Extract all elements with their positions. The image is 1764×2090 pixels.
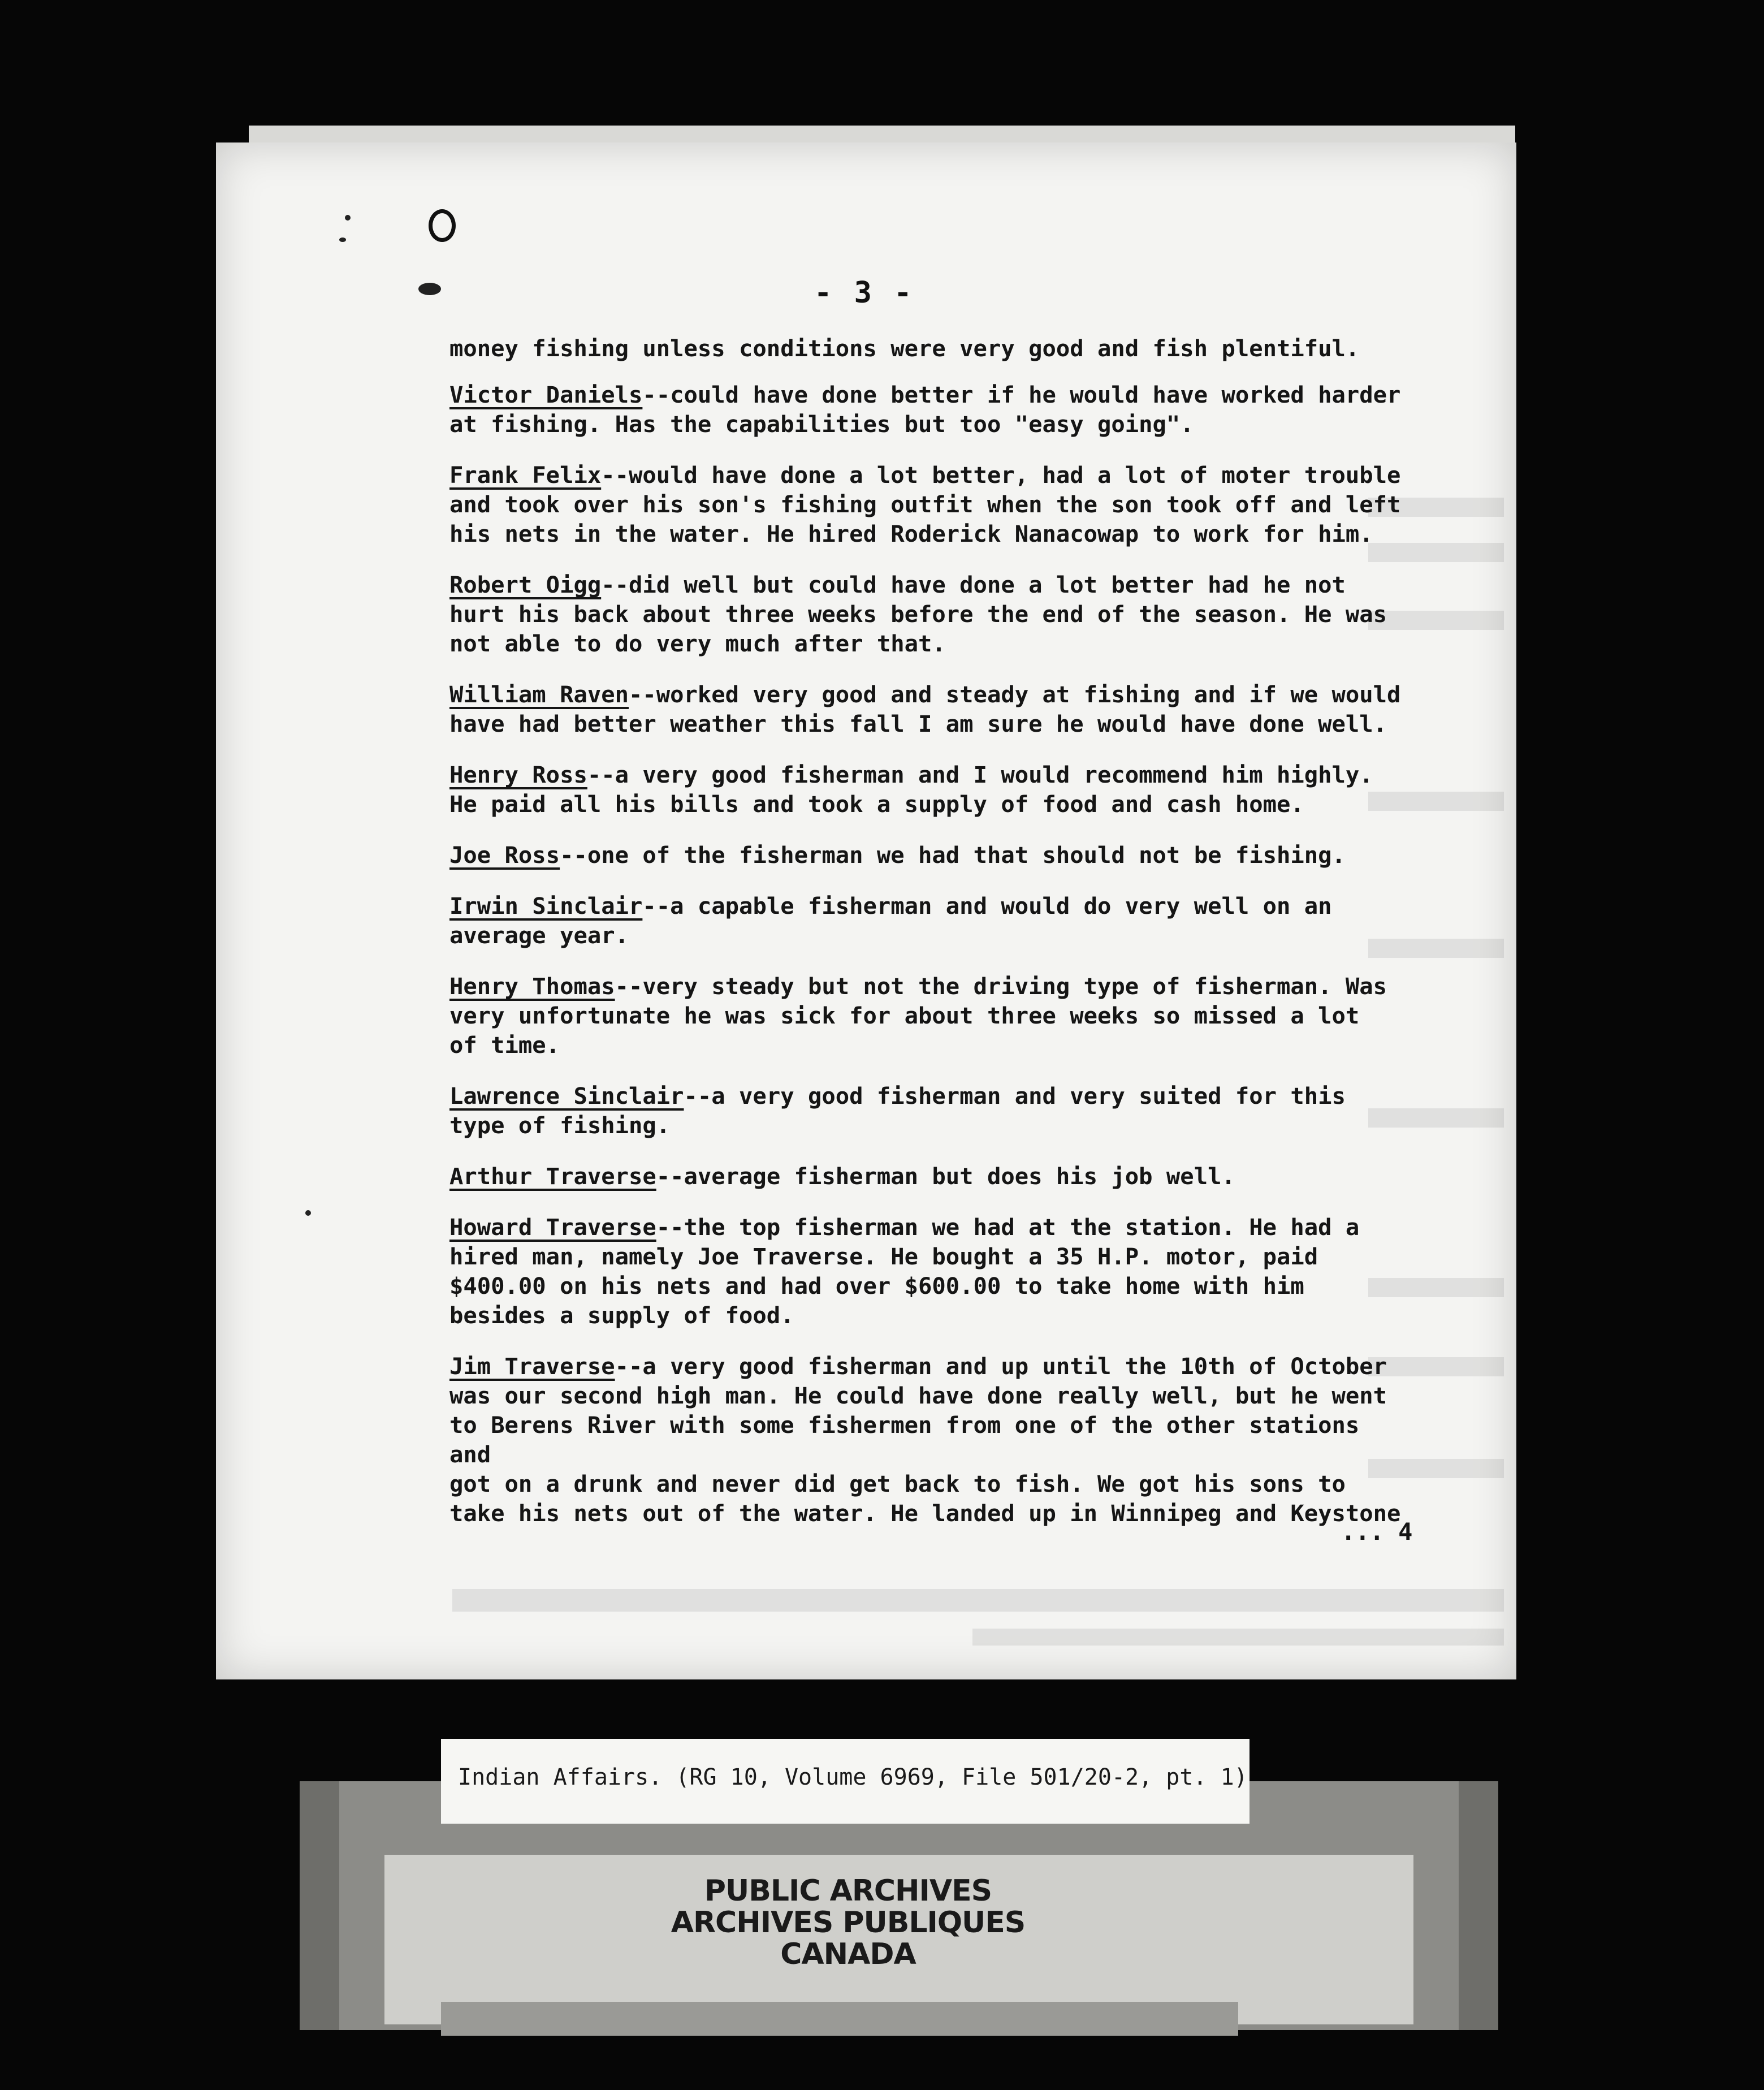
opening-line: money fishing unless conditions were very good and fish plentiful. xyxy=(449,335,1360,362)
fisherman-remark: --the top fisherman we had at the station. He had a hired man, namely Joe Traverse. He bought a 35 H.P. motor, paid $400.00 on his nets and had over $600.00 to take home with him besides a supply of food. xyxy=(449,1214,1360,1329)
fisherman-entry xyxy=(449,971,1411,1060)
fisherman-name: Jim Traverse xyxy=(449,1353,615,1380)
fisherman-name: William Raven xyxy=(449,681,629,708)
fisherman-name: Robert Oigg xyxy=(449,571,602,598)
fisherman-name: Arthur Traverse xyxy=(449,1163,656,1190)
dust-speck xyxy=(345,215,351,221)
fisherman-name: Lawrence Sinclair xyxy=(449,1082,684,1109)
continued-page-marker: ... 4 xyxy=(1341,1518,1413,1545)
fisherman-entry xyxy=(449,760,1411,819)
fisherman-entry xyxy=(449,1351,1411,1528)
fisherman-name: Henry Thomas xyxy=(449,973,615,1000)
fisherman-name: Victor Daniels xyxy=(449,381,643,408)
fisherman-entry xyxy=(449,680,1411,739)
dust-speck xyxy=(339,238,346,242)
archive-reference: Indian Affairs. (RG 10, Volume 6969, File 501/20-2, pt. 1) xyxy=(458,1764,1248,1790)
fisherman-remark: --worked very good and steady at fishing and if we would have had better weather this fall I am sure he would have done well. xyxy=(449,681,1401,737)
film-strip xyxy=(441,2002,1238,2036)
fisherman-entry xyxy=(449,570,1411,658)
bleed-through-mark xyxy=(972,1629,1504,1646)
fisherman-remark: --would have done a lot better, had a lot of moter trouble and took over his son's fishing outfit when the son took off and left his nets in the water. He hired Roderick Nanacowap to work for him. xyxy=(449,461,1401,547)
fisherman-entry xyxy=(449,1081,1411,1140)
stamp-line-french: ARCHIVES PUBLIQUES xyxy=(671,1906,1026,1940)
fisherman-entry xyxy=(449,891,1411,950)
fisherman-remark: --average fisherman but does his job well. xyxy=(656,1163,1235,1190)
punch-hole xyxy=(429,209,456,242)
fisherman-name: Irwin Sinclair xyxy=(449,892,643,919)
dust-speck xyxy=(305,1210,311,1216)
fisherman-remark: --a very good fisherman and very suited for this type of fishing. xyxy=(449,1082,1346,1139)
fisherman-entry xyxy=(449,1212,1411,1330)
fisherman-remark: --very steady but not the driving type of fisherman. Was very unfortunate he was sick for about three weeks so missed a lot of time. xyxy=(449,973,1387,1059)
fisherman-entry xyxy=(449,460,1411,549)
fisherman-name: Frank Felix xyxy=(449,461,602,489)
fisherman-remark: --a very good fisherman and I would recommend him highly. He paid all his bills and took a supply of food and cash home. xyxy=(449,761,1373,818)
dust-speck xyxy=(418,283,441,295)
fisherman-entry xyxy=(449,840,1411,870)
fisherman-name: Henry Ross xyxy=(449,761,587,788)
fisherman-entry xyxy=(449,380,1411,439)
stamp-line-english: PUBLIC ARCHIVES xyxy=(704,1874,992,1908)
bleed-through-mark xyxy=(452,1589,1504,1612)
page-number: - 3 - xyxy=(814,276,914,310)
frame-edge xyxy=(300,1781,339,2030)
fisherman-entry xyxy=(449,1161,1411,1191)
fisherman-remark: --a very good fisherman and up until the 10th of October was our second high man. He could have done really well, but he went to Berens River with some fishermen from one of the other stations and got on a drunk and never did get back to fish. We got his sons to take his nets out of the water. He landed up in Winnipeg and Keystone xyxy=(449,1353,1401,1527)
fisherman-remark: --one of the fisherman we had that should not be fishing. xyxy=(560,841,1346,869)
fisherman-name: Joe Ross xyxy=(449,841,560,869)
fisherman-remark: --could have done better if he would have worked harder at fishing. Has the capabilities but too "easy going". xyxy=(449,381,1401,438)
document-body xyxy=(449,334,1411,1549)
fisherman-remark: --a capable fisherman and would do very well on an average year. xyxy=(449,892,1332,949)
fisherman-name: Howard Traverse xyxy=(449,1214,656,1241)
archive-reference-label xyxy=(441,1739,1250,1824)
public-archives-stamp xyxy=(565,1875,1131,1970)
fisherman-remark: --did well but could have done a lot better had he not hurt his back about three weeks before the end of the season. He was not able to do very much after that. xyxy=(449,571,1387,657)
frame-edge xyxy=(1459,1781,1498,2030)
stamp-line-country: CANADA xyxy=(780,1937,916,1971)
